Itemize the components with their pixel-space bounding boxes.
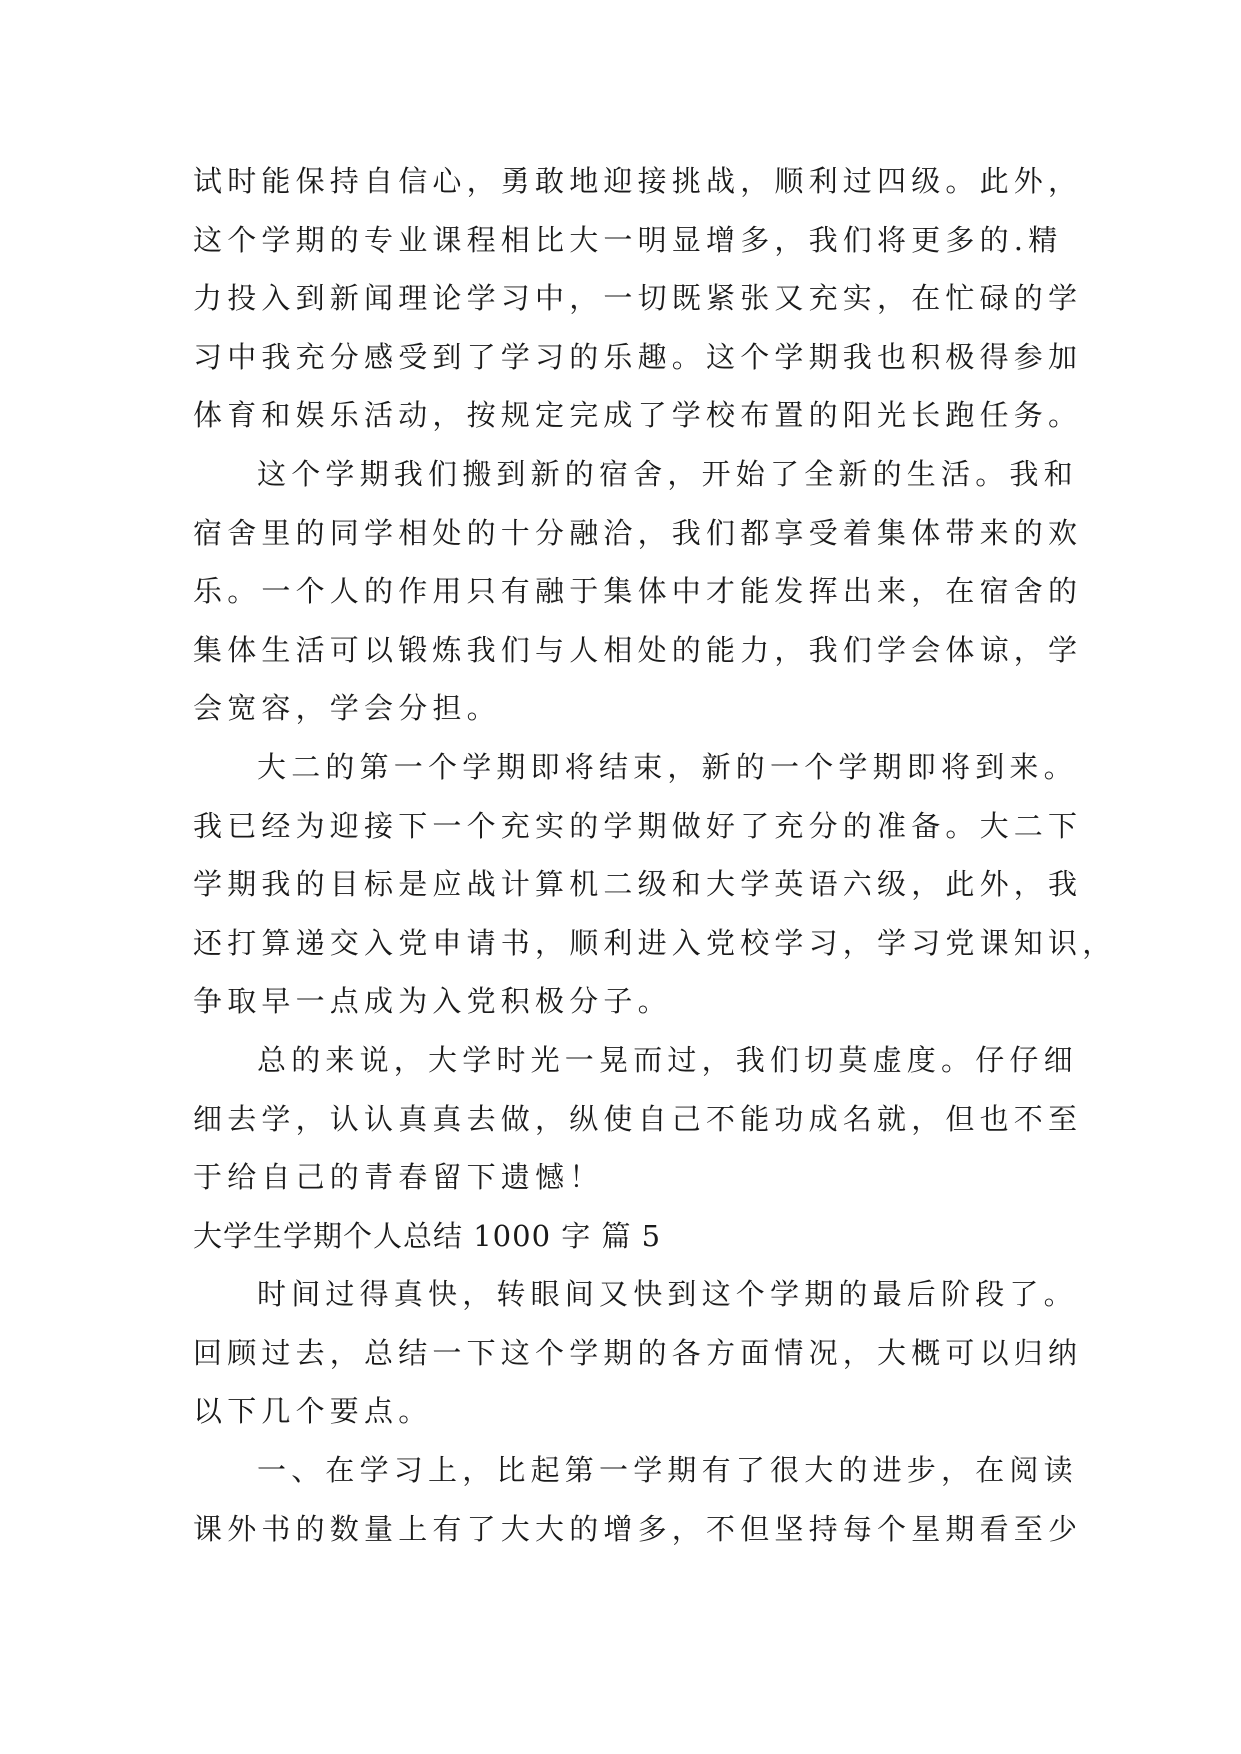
text-line: 课外书的数量上有了大大的增多，不但坚持每个星期看至少 [193, 1511, 1083, 1546]
text-line: 细去学，认认真真去做，纵使自己不能功成名就，但也不至 [193, 1101, 1083, 1136]
paragraph-first-line: 时间过得真快，转眼间又快到这个学期的最后阶段了。 [257, 1277, 1078, 1312]
text-line: 回顾过去，总结一下这个学期的各方面情况，大概可以归纳 [193, 1335, 1083, 1370]
paragraph-first-line: 大二的第一个学期即将结束，新的一个学期即将到来。 [257, 749, 1078, 784]
text-line: 我已经为迎接下一个充实的学期做好了充分的准备。大二下 [193, 808, 1083, 843]
paragraph-first-line: 总的来说，大学时光一晃而过，我们切莫虚度。仔仔细 [257, 1042, 1078, 1077]
text-line: 争取早一点成为入党积极分子。 [193, 984, 672, 1019]
text-line: 集体生活可以锻炼我们与人相处的能力，我们学会体谅，学 [193, 632, 1083, 667]
text-line: 乐。一个人的作用只有融于集体中才能发挥出来，在宿舍的 [193, 574, 1083, 609]
text-line: 习中我充分感受到了学习的乐趣。这个学期我也积极得参加 [193, 339, 1083, 374]
section-heading: 大学生学期个人总结 1000 字 篇 5 [193, 1218, 662, 1253]
text-line: 宿舍里的同学相处的十分融洽，我们都享受着集体带来的欢 [193, 515, 1083, 550]
text-line: 这个学期的专业课程相比大一明显增多，我们将更多的.精 [193, 222, 1063, 257]
text-line: 力投入到新闻理论学习中，一切既紧张又充实，在忙碌的学 [193, 281, 1083, 316]
text-line: 体育和娱乐活动，按规定完成了学校布置的阳光长跑任务。 [193, 398, 1083, 433]
text-line: 学期我的目标是应战计算机二级和大学英语六级，此外，我 [193, 867, 1083, 902]
paragraph-first-line: 一、在学习上，比起第一学期有了很大的进步，在阅读 [257, 1453, 1078, 1488]
paragraph-first-line: 这个学期我们搬到新的宿舍，开始了全新的生活。我和 [257, 456, 1078, 491]
text-line: 以下几个要点。 [193, 1394, 433, 1429]
text-line: 会宽容，学会分担。 [193, 691, 501, 726]
text-line: 还打算递交入党申请书，顺利进入党校学习，学习党课知识， [193, 925, 1117, 960]
document-body [193, 152, 1117, 1558]
text-line: 试时能保持自信心，勇敢地迎接挑战，顺利过四级。此外， [193, 164, 1083, 198]
text-line: 于给自己的青春留下遗憾！ [193, 1160, 604, 1195]
